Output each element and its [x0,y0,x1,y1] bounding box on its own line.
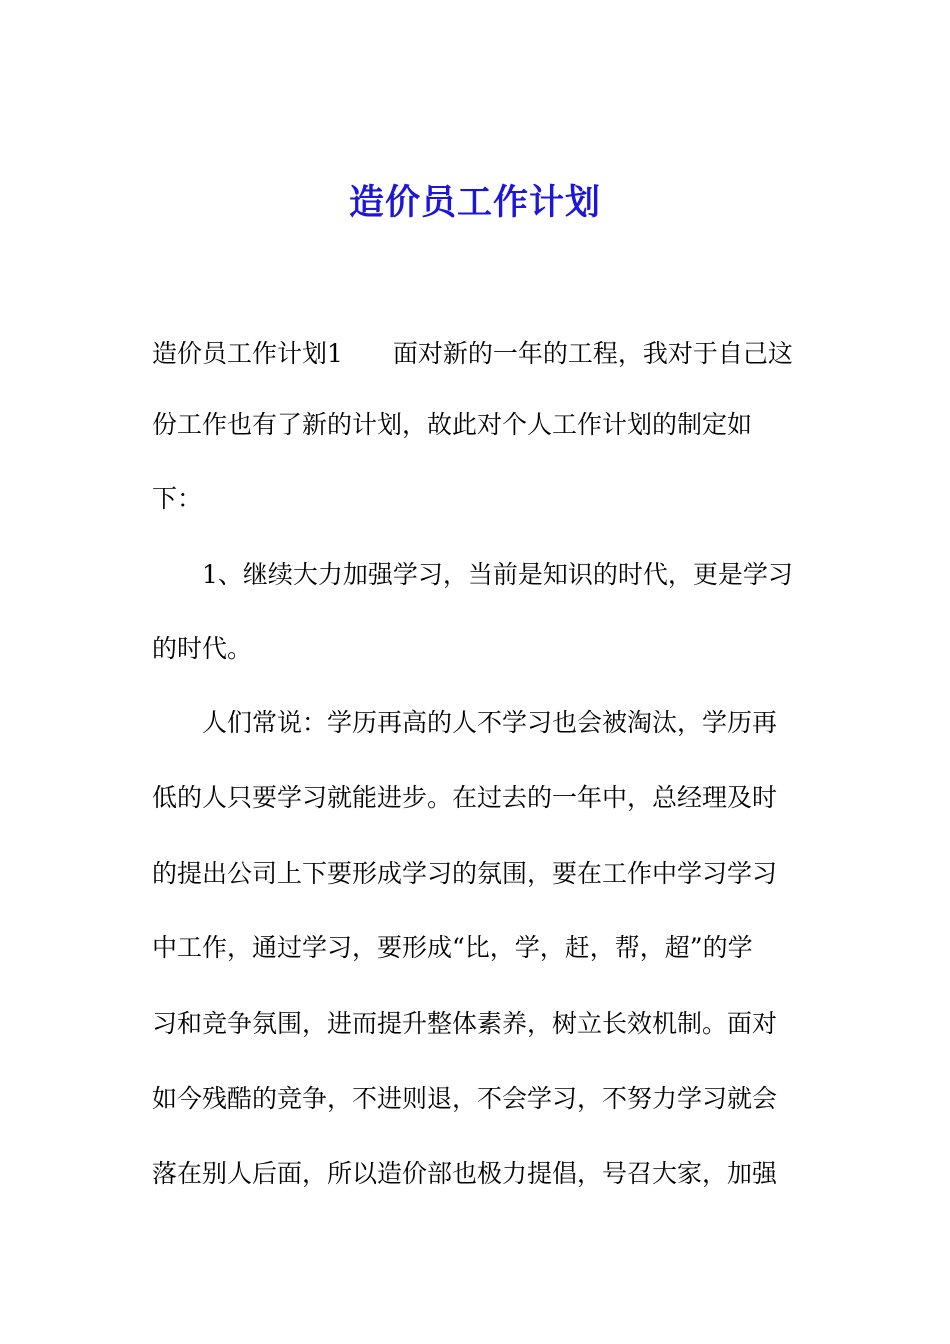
text-line: 下： [152,484,203,513]
text-line: 低的人只要学习就能进步。在过去的一年中，总经理及时 [152,783,778,812]
text-line: 落在别人后面，所以造价部也极力提倡，号召大家，加强 [152,1159,778,1188]
document-title: 造价员工作计划 [348,182,601,223]
text-line: 习和竞争氛围，进而提升整体素养，树立长效机制。面对 [152,1009,778,1038]
text-line: 份工作也有了新的计划，故此对个人工作计划的制定如 [152,410,753,439]
text-line: 如今残酷的竞争，不进则退，不会学习，不努力学习就会 [152,1084,778,1113]
text-line: 造价员工作计划1 面对新的一年的工程，我对于自己这 [152,339,793,368]
text-line: 的时代。 [152,634,253,663]
text-line: 中工作，通过学习，要形成“比，学，赶，帮，超”的学 [152,933,753,962]
text-line: 人们常说：学历再高的人不学习也会被淘汰，学历再 [202,708,778,737]
text-line: 1、继续大力加强学习，当前是知识的时代，更是学习 [202,560,793,589]
text-line: 的提出公司上下要形成学习的氛围，要在工作中学习学习 [152,859,778,888]
